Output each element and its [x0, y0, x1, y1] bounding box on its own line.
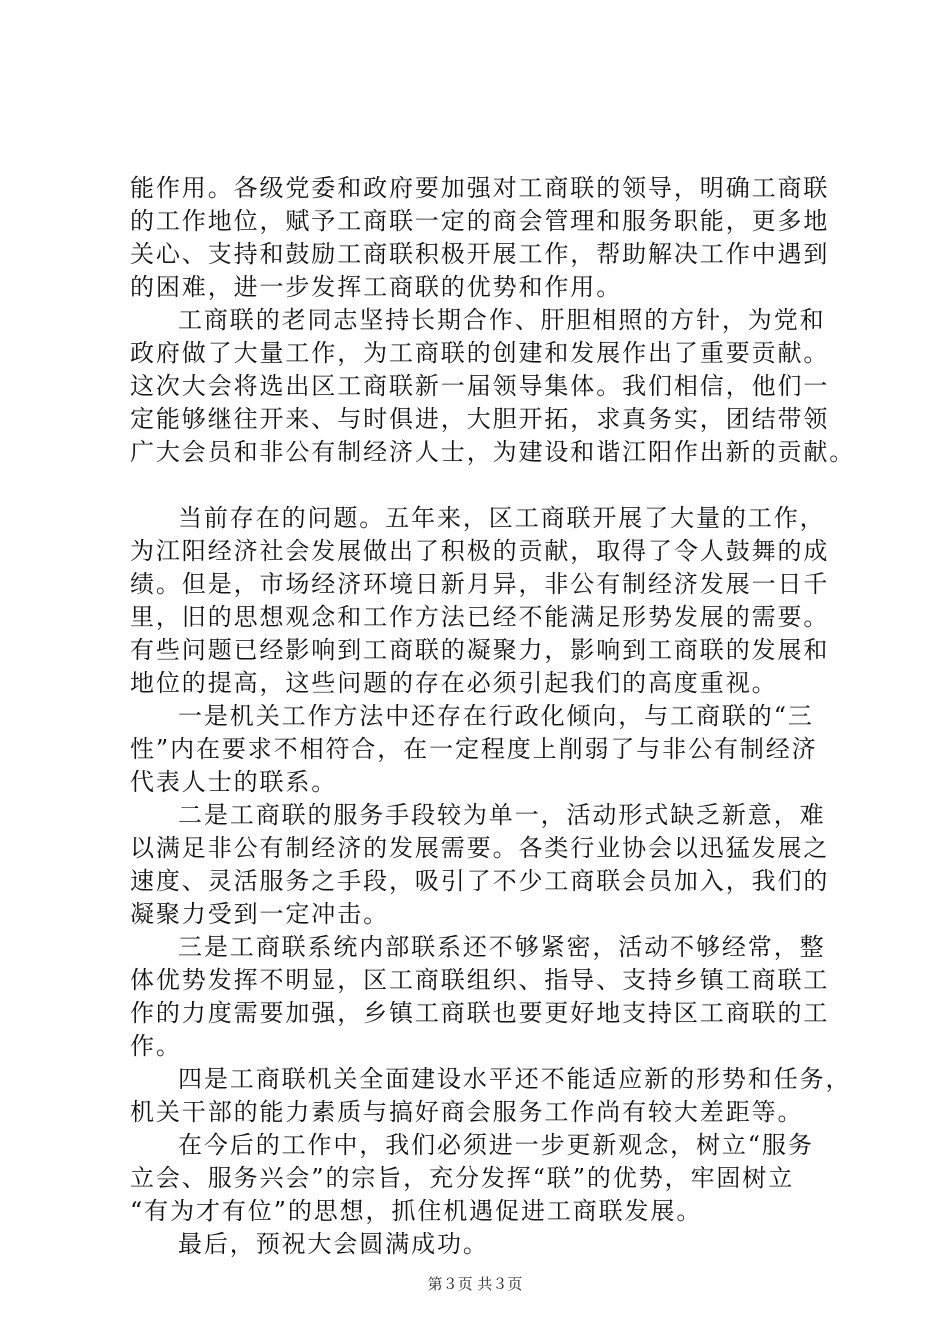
text-line: 代表人士的联系。 — [130, 768, 338, 796]
text-line: 四是工商联机关全面建设水平还不能适应新的形势和任务， — [178, 1065, 852, 1093]
text-line: 广大会员和非公有制经济人士，为建设和谐江阳作出新的贡献。 — [130, 438, 856, 466]
text-line: 有些问题已经影响到工商联的凝聚力，影响到工商联的发展和 — [130, 636, 830, 664]
text-line: “有为才有位”的思想，抓住机遇促进工商联发展。 — [130, 1197, 703, 1225]
text-line: 的困难，进一步发挥工商联的优势和作用。 — [130, 273, 623, 301]
text-line: 二是工商联的服务手段较为单一，活动形式缺乏新意，难 — [178, 801, 826, 829]
text-line: 能作用。各级党委和政府要加强对工商联的领导，明确工商联 — [130, 174, 830, 202]
text-line: 里，旧的思想观念和工作方法已经不能满足形势发展的需要。 — [130, 603, 830, 631]
text-line: 工商联的老同志坚持长期合作、肝胆相照的方针，为党和 — [178, 306, 826, 334]
text-line: 立会、服务兴会”的宗旨，充分发挥“联”的优势，牢固树立 — [130, 1164, 795, 1192]
text-line: 最后，预祝大会圆满成功。 — [178, 1230, 489, 1258]
document-body — [130, 172, 856, 1261]
text-line: 在今后的工作中，我们必须进一步更新观念，树立“服务 — [178, 1131, 814, 1159]
text-line: 当前存在的问题。五年来，区工商联开展了大量的工作， — [178, 504, 826, 532]
text-line: 性”内在要求不相符合，在一定程度上削弱了与非公有制经济 — [130, 735, 818, 763]
text-line: 关心、支持和鼓励工商联积极开展工作，帮助解决工作中遇到 — [130, 240, 830, 268]
text-line: 作的力度需要加强，乡镇工商联也要更好地支持区工商联的工 — [130, 999, 830, 1027]
text-line: 机关干部的能力素质与搞好商会服务工作尚有较大差距等。 — [130, 1098, 804, 1126]
text-line: 速度、灵活服务之手段，吸引了不少工商联会员加入，我们的 — [130, 867, 830, 895]
text-line: 为江阳经济社会发展做出了积极的贡献，取得了令人鼓舞的成 — [130, 537, 830, 565]
text-line: 这次大会将选出区工商联新一届领导集体。我们相信，他们一 — [130, 372, 830, 400]
text-line: 定能够继往开来、与时俱进，大胆开拓，求真务实，团结带领 — [130, 405, 830, 433]
text-line: 三是工商联系统内部联系还不够紧密，活动不够经常，整 — [178, 933, 826, 961]
text-line: 凝聚力受到一定冲击。 — [130, 900, 389, 928]
text-line: 体优势发挥不明显，区工商联组织、指导、支持乡镇工商联工 — [130, 966, 830, 994]
text-line: 一是机关工作方法中还存在行政化倾向，与工商联的“三 — [178, 702, 814, 730]
text-line: 绩。但是，市场经济环境日新月异，非公有制经济发展一日千 — [130, 570, 830, 598]
text-line: 作。 — [130, 1032, 182, 1060]
text-line: 的工作地位，赋予工商联一定的商会管理和服务职能，更多地 — [130, 207, 830, 235]
page-number-footer: 第３页 共３页 — [427, 1275, 523, 1293]
paragraph-gap — [130, 469, 842, 502]
text-line: 地位的提高，这些问题的存在必须引起我们的高度重视。 — [130, 669, 778, 697]
text-line: 政府做了大量工作，为工商联的创建和发展作出了重要贡献。 — [130, 339, 830, 367]
text-line: 以满足非公有制经济的发展需要。各类行业协会以迅猛发展之 — [130, 834, 830, 862]
